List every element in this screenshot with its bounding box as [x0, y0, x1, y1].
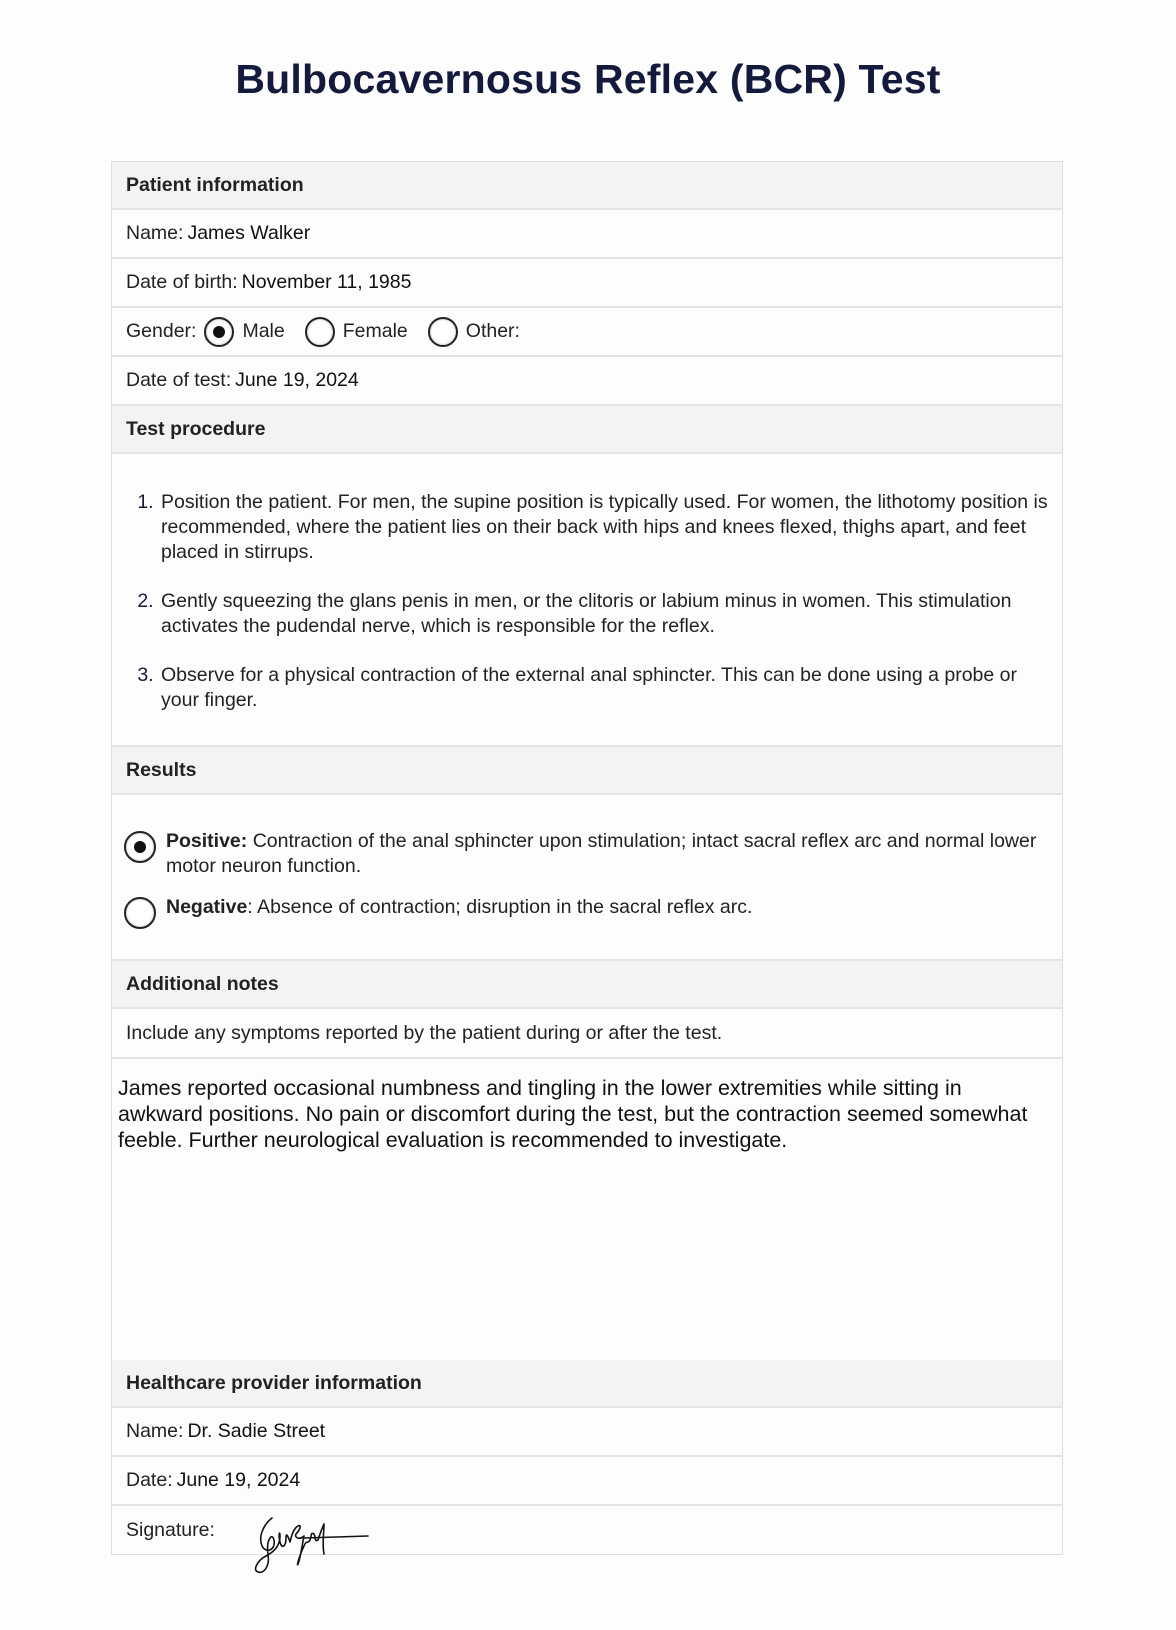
result-description: : Absence of contraction; disruption in the sacral reflex arc.	[247, 896, 753, 918]
gender-option-label: Male	[242, 320, 285, 342]
procedure-step: 3. Observe for a physical contraction of the external anal sphincter. This can be done using a probe or your finger.	[159, 663, 1048, 713]
section-header-provider-information: Healthcare provider information	[112, 1360, 1062, 1408]
result-option-positive[interactable]	[124, 829, 1048, 879]
patient-name-row	[112, 210, 1062, 259]
gender-option-label: Female	[342, 320, 408, 342]
procedure-list-container	[112, 454, 1062, 747]
provider-signature-row	[112, 1506, 1062, 1554]
provider-name-label: Name:	[126, 1420, 184, 1442]
result-term: Positive:	[166, 830, 248, 852]
section-header-additional-notes: Additional notes	[112, 961, 1062, 1009]
page-title: Bulbocavernosus Reflex (BCR) Test	[235, 56, 941, 102]
provider-date-row	[112, 1457, 1062, 1506]
signature-label: Signature:	[126, 1518, 215, 1541]
result-option-negative[interactable]	[124, 895, 1048, 929]
procedure-step: 1. Position the patient. For men, the supine position is typically used. For women, the lithotomy position is recommended, where the patient lies on their back with hips and knees flexed, thighs apart, and feet placed in stirrups.	[159, 490, 1048, 565]
gender-option-label: Other:	[465, 320, 520, 342]
notes-textarea[interactable]: James reported occasional numbness and tingling in the lower extremities while sitting in awkward positions. No pain or discomfort during the test, but the contraction seemed somewhat feeble. Further neurological evaluation is recommended to investigate.	[118, 1076, 1028, 1152]
radio-button-negative[interactable]	[124, 897, 156, 929]
procedure-steps-list	[112, 490, 1062, 713]
patient-gender-row	[112, 308, 1062, 357]
provider-name-field[interactable]: Dr. Sadie Street	[187, 1420, 326, 1442]
section-header-results: Results	[112, 747, 1062, 795]
patient-dob-label: Date of birth:	[126, 271, 238, 293]
radio-button-male[interactable]	[204, 317, 234, 347]
result-option-text	[166, 895, 752, 920]
results-options	[112, 795, 1062, 961]
gender-option-male[interactable]	[204, 317, 284, 347]
procedure-step: 2. Gently squeezing the glans penis in men, or the clitoris or labium minus in women. This stimulation activates the pudendal nerve, which is responsible for the reflex.	[159, 589, 1048, 639]
result-term: Negative	[166, 896, 248, 918]
notes-instruction: Include any symptoms reported by the patient during or after the test.	[112, 1009, 1062, 1059]
provider-name-row	[112, 1408, 1062, 1457]
section-header-patient-information: Patient information	[112, 162, 1062, 210]
patient-dob-field[interactable]: November 11, 1985	[241, 271, 412, 293]
radio-button-female[interactable]	[305, 317, 335, 347]
test-date-field[interactable]: June 19, 2024	[235, 369, 359, 391]
provider-date-label: Date:	[126, 1469, 173, 1491]
radio-button-other[interactable]	[428, 317, 458, 347]
section-header-test-procedure: Test procedure	[112, 406, 1062, 454]
bcr-form	[111, 161, 1063, 1555]
gender-option-other[interactable]	[428, 317, 520, 347]
signature-image[interactable]	[250, 1510, 380, 1578]
patient-dob-row	[112, 259, 1062, 308]
patient-name-label: Name:	[126, 222, 184, 244]
radio-button-positive[interactable]	[124, 831, 156, 863]
gender-label: Gender:	[126, 320, 197, 342]
test-date-row	[112, 357, 1062, 406]
patient-name-field[interactable]: James Walker	[187, 222, 311, 244]
result-description: Contraction of the anal sphincter upon stimulation; intact sacral reflex arc and normal lower motor neuron function.	[166, 830, 1037, 877]
gender-option-female[interactable]	[305, 317, 408, 347]
provider-date-field[interactable]: June 19, 2024	[176, 1469, 301, 1491]
result-option-text	[166, 829, 1048, 879]
test-date-label: Date of test:	[126, 369, 232, 391]
